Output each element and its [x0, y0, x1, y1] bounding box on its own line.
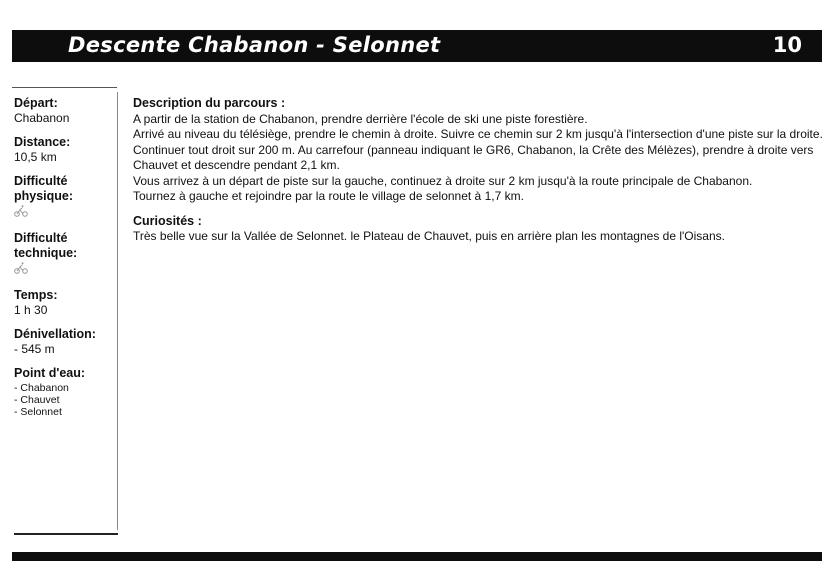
description-paragraph: A partir de la station de Chabanon, prendre derrière l'école de ski une piste forestière. — [133, 111, 588, 126]
route-info-sidebar — [14, 96, 116, 427]
field-distance — [14, 135, 116, 165]
depart-label: Départ: — [14, 96, 58, 110]
description-heading: Description du parcours : — [133, 96, 286, 110]
temps-label: Temps: — [14, 288, 58, 302]
denivellation-value: - 545 m — [14, 342, 55, 356]
sidebar-top-divider — [12, 87, 117, 88]
difficulte-physique-label: Difficulté physique: — [14, 174, 74, 203]
description-paragraph: Tournez à gauche et rejoindre par la route le village de selonnet à 1,7 km. — [133, 189, 524, 203]
route-number: 10 — [772, 33, 802, 57]
field-difficulte-technique — [14, 231, 116, 279]
sidebar-bottom-divider — [14, 533, 118, 535]
bike-rider-icon — [14, 262, 116, 279]
curiosites-section — [133, 214, 823, 245]
curiosites-heading: Curiosités : — [133, 213, 202, 228]
depart-value: Chabanon — [14, 111, 70, 125]
description-paragraph: Continuer tout droit sur 200 m. Au carrefour (panneau indiquant le GR6, Chabanon, la Crête des Mélèzes), prendre à droite vers Chauvet et descendre pendant 2,1 km. — [133, 142, 814, 172]
description-section — [133, 96, 823, 205]
bike-rider-icon — [14, 205, 116, 222]
page-title: Descente Chabanon - Selonnet — [68, 33, 441, 57]
list-item: - Chabanon — [14, 382, 69, 394]
field-temps — [14, 288, 116, 318]
distance-label: Distance: — [14, 135, 71, 149]
curiosites-text: Très belle vue sur la Vallée de Selonnet. le Plateau de Chauvet, puis en arrière plan les montagnes de l'Oisans. — [133, 229, 725, 243]
description-paragraph: Arrivé au niveau du télésiège, prendre le chemin à droite. Suivre ce chemin sur 2 km jusqu'à l'intersection d'une piste sur la droite. — [133, 127, 823, 141]
field-depart — [14, 96, 116, 126]
list-item: - Selonnet — [14, 406, 62, 418]
header-bar — [12, 30, 822, 62]
field-point-eau — [14, 366, 116, 418]
footer-bar — [12, 552, 822, 561]
temps-value: 1 h 30 — [14, 303, 48, 317]
sidebar-right-divider — [117, 92, 118, 530]
list-item: - Chauvet — [14, 394, 60, 406]
water-point-list — [14, 382, 116, 418]
description-paragraph: Vous arrivez à un départ de piste sur la gauche, continuez à droite sur 2 km jusqu'à la route principale de Chabanon. — [133, 173, 753, 188]
main-content — [133, 96, 823, 254]
distance-value: 10,5 km — [14, 150, 57, 164]
field-difficulte-physique — [14, 174, 116, 222]
field-denivellation — [14, 327, 116, 357]
denivellation-label: Dénivellation: — [14, 327, 96, 341]
point-eau-label: Point d'eau: — [14, 366, 86, 380]
difficulte-technique-label: Difficulté technique: — [14, 231, 78, 260]
